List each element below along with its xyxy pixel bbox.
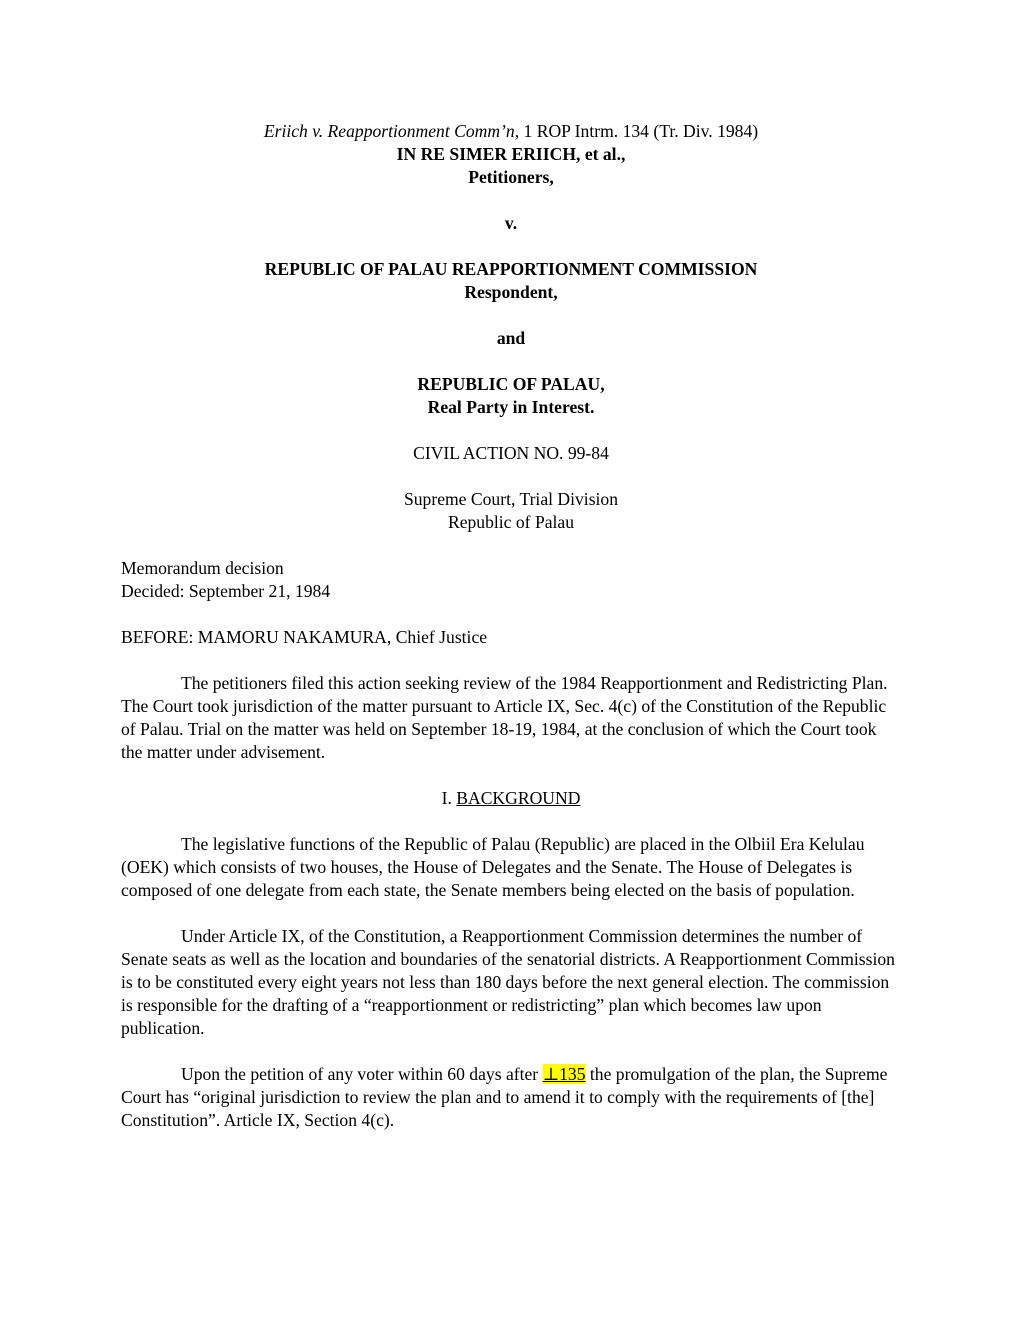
background-paragraph-2: Under Article IX, of the Constitution, a Reapportionment Commission determines the number of Senate seats as well as the location and boundaries of the senatorial districts. A Reapportionment Commission is to be constituted every eight years not less than 180 days before the next general election. The commission is responsible for the drafting of a “reapportionment or redistricting” plan which becomes law upon publication. [121, 926, 895, 1038]
section-title: BACKGROUND [456, 788, 581, 808]
versus: v. [504, 213, 518, 233]
court-jurisdiction: Republic of Palau [447, 512, 575, 532]
intro-paragraph: The petitioners filed this action seeking review of the 1984 Reapportionment and Redistricting Plan. The Court took jurisdiction of the matter pursuant to Article IX, Sec. 4(c) of the Constitution of the Republic of Palau. Trial on the matter was held on September 18-19, 1984, at the conclusion of which the Court took the matter under advisement. [121, 673, 888, 762]
case-name: Eriich v. Reapportionment Comm’n [263, 121, 515, 141]
section-number: I. [441, 788, 457, 808]
conjunction: and [496, 328, 526, 348]
case-citation [121, 120, 901, 143]
document-page [121, 120, 901, 1132]
real-party-name: REPUBLIC OF PALAU, [417, 374, 605, 394]
paragraph-text-after: the promulgation of the plan, the Supreme Court has “original jurisdiction to review the plan and to amend it to comply with the requirements of [the] Constitution”. Article IX, Section 4(c). [121, 1064, 888, 1130]
court-name: Supreme Court, Trial Division [403, 489, 619, 509]
decision-type: Memorandum decision [121, 558, 284, 578]
respondent-name: REPUBLIC OF PALAU REAPPORTIONMENT COMMISSION [264, 259, 758, 279]
reporter-citation: , 1 ROP Intrm. 134 (Tr. Div. 1984) [514, 121, 759, 141]
petitioners-role: Petitioners, [468, 167, 554, 187]
paragraph-text-before: Upon the petition of any voter within 60 days after [181, 1064, 543, 1084]
real-party-role: Real Party in Interest. [427, 397, 595, 417]
section-heading [121, 787, 901, 810]
page-marker-link[interactable]: ⊥135 [542, 1064, 586, 1084]
docket-number: CIVIL ACTION NO. 99-84 [413, 443, 609, 463]
decision-date: Decided: September 21, 1984 [121, 581, 331, 601]
petitioners-name: IN RE SIMER ERIICH, et al., [396, 144, 626, 164]
before-judge: BEFORE: MAMORU NAKAMURA, Chief Justice [121, 627, 488, 647]
background-paragraph-1: The legislative functions of the Republic of Palau (Republic) are placed in the Olbiil Era Kelulau (OEK) which consists of two houses, the House of Delegates and the Senate. The House of Delegates is composed of one delegate from each state, the Senate members being elected on the basis of population. [121, 834, 865, 900]
background-paragraph-3 [121, 1063, 901, 1132]
respondent-role: Respondent, [464, 282, 558, 302]
